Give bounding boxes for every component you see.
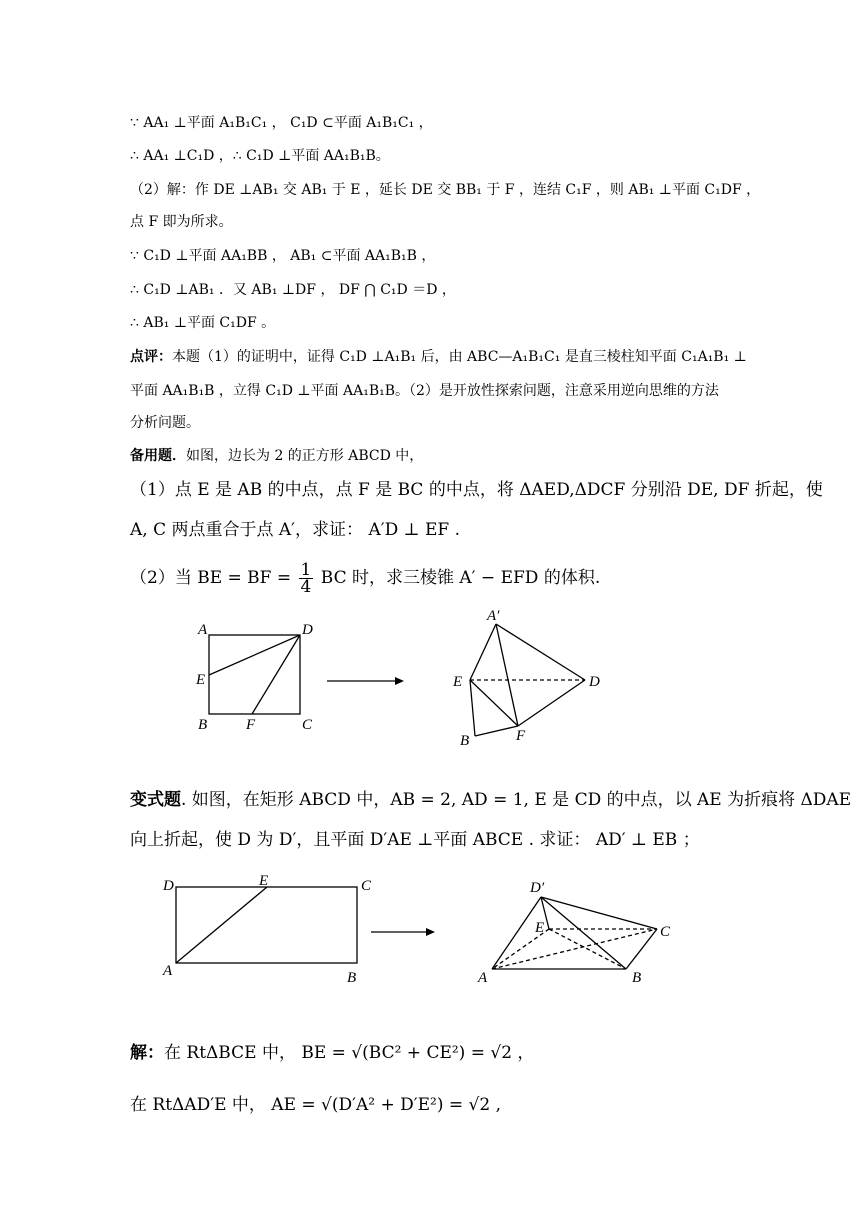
variant-label: 变式题: [130, 790, 181, 810]
segment-fd: [252, 635, 300, 714]
comment-text-1: 本题（1）的证明中，证得 C₁D ⊥A₁B₁ 后，由 ABC—A₁B₁C₁ 是直三棱柱知平面 C₁A₁B₁ ⊥: [172, 349, 747, 365]
folded-label-e: E: [453, 674, 463, 690]
proof-line-1: ∵ AA₁ ⊥平面 A₁B₁C₁ ， C₁D ⊂平面 A₁B₁C₁ ，: [130, 115, 433, 131]
figure2-rectangle: [176, 887, 357, 963]
folded2-label-d: D′: [530, 880, 545, 896]
figure1-square: [209, 635, 300, 714]
edge-a-c-hidden: [492, 929, 657, 969]
proof-line-7: ∴ AB₁ ⊥平面 C₁DF 。: [130, 315, 276, 331]
solution-text-1: 在 RtΔBCE 中， BE = √(BC² + CE²) = √2 ，: [164, 1043, 535, 1063]
edge-e-b-hidden: [549, 929, 626, 969]
label-b: B: [198, 717, 208, 733]
edge-b-f: [475, 726, 518, 736]
rect-abcd: [176, 887, 357, 963]
comment-line-3: 分析问题。: [130, 415, 200, 431]
backup-label: 备用题．: [130, 448, 186, 464]
rect-label-c: C: [361, 878, 372, 894]
rect-label-b: B: [347, 970, 357, 986]
part2-text-b: BC 时，求三棱锥 A′ − EFD 的体积.: [320, 568, 601, 588]
arrow-2: [371, 928, 435, 936]
solution-label: 解：: [130, 1043, 164, 1063]
label-c: C: [302, 717, 313, 733]
edge-a-f: [496, 624, 518, 726]
segment-ae: [176, 887, 267, 963]
edge-d-a: [492, 897, 541, 969]
edge-d-b: [541, 897, 626, 969]
folded-label-f: F: [516, 728, 526, 744]
segment-ed: [209, 635, 300, 675]
edge-a-e: [470, 624, 496, 680]
figure2-folded: [492, 897, 657, 969]
label-e: E: [196, 672, 206, 688]
arrow-1: [327, 677, 404, 685]
backup-part-1-cont: A, C 两点重合于点 A′，求证： A′D ⊥ EF .: [130, 520, 461, 540]
square-abcd: [209, 635, 300, 714]
part2-text-a: （2）当 BE = BF =: [130, 568, 292, 588]
proof-line-2: ∴ AA₁ ⊥C₁D ，∴ C₁D ⊥平面 AA₁B₁B。: [130, 148, 390, 164]
label-d: D: [302, 622, 313, 638]
edge-e-b: [470, 680, 475, 736]
label-f: F: [246, 717, 256, 733]
proof-line-6: ∴ C₁D ⊥AB₁ ．又 AB₁ ⊥DF ， DF ⋂ C₁D ＝D ，: [130, 282, 456, 298]
solution-line-2: 在 RtΔAD′E 中， AE = √(D′A² + D′E²) = √2 ,: [130, 1095, 501, 1115]
edge-e-f: [470, 680, 518, 726]
folded2-label-c: C: [660, 924, 671, 940]
fraction-numerator: 1: [300, 560, 312, 580]
folded2-label-e: E: [535, 920, 545, 936]
folded-label-b: B: [460, 733, 470, 749]
fraction-denominator: 4: [300, 577, 312, 597]
edge-f-d: [518, 680, 585, 726]
folded2-label-a: A: [478, 970, 488, 986]
comment-label: 点评：: [130, 349, 172, 365]
backup-part-1: （1）点 E 是 AB 的中点，点 F 是 BC 的中点，将 ΔAED,ΔDCF 分别沿 DE, DF 折起，使: [130, 480, 823, 500]
comment-line-2: 平面 AA₁B₁B ，立得 C₁D ⊥平面 AA₁B₁B。（2）是开放性探索问题，注意采用逆向思维的方法: [130, 383, 719, 399]
label-a: A: [198, 622, 208, 638]
folded-label-d: D: [589, 674, 600, 690]
proof-line-3: （2）解：作 DE ⊥AB₁ 交 AB₁ 于 E ，延长 DE 交 BB₁ 于 F ，连结 C₁F ，则 AB₁ ⊥平面 C₁DF ，: [130, 182, 761, 198]
folded2-label-b: B: [632, 970, 642, 986]
proof-line-5: ∵ C₁D ⊥平面 AA₁BB ， AB₁ ⊂平面 AA₁B₁B ，: [130, 248, 436, 264]
rect-label-a: A: [163, 963, 173, 979]
figure1-folded: [470, 624, 585, 736]
rect-label-d: D: [163, 878, 174, 894]
variant-problem-line-2: 向上折起，使 D 为 D′，且平面 D′AE ⊥平面 ABCE . 求证： AD′ ⊥ EB ；: [130, 830, 700, 850]
edge-d-c: [541, 897, 657, 929]
folded-label-a: A′: [487, 608, 500, 624]
rect-label-e: E: [259, 873, 269, 889]
variant-text-1: . 如图，在矩形 ABCD 中，AB = 2, AD = 1, E 是 CD 的中点，以 AE 为折痕将 ΔDAE: [181, 790, 852, 810]
edge-a-d: [496, 624, 585, 680]
proof-line-4: 点 F 即为所求。: [130, 214, 233, 230]
backup-text: 如图，边长为 2 的正方形 ABCD 中，: [186, 448, 424, 464]
